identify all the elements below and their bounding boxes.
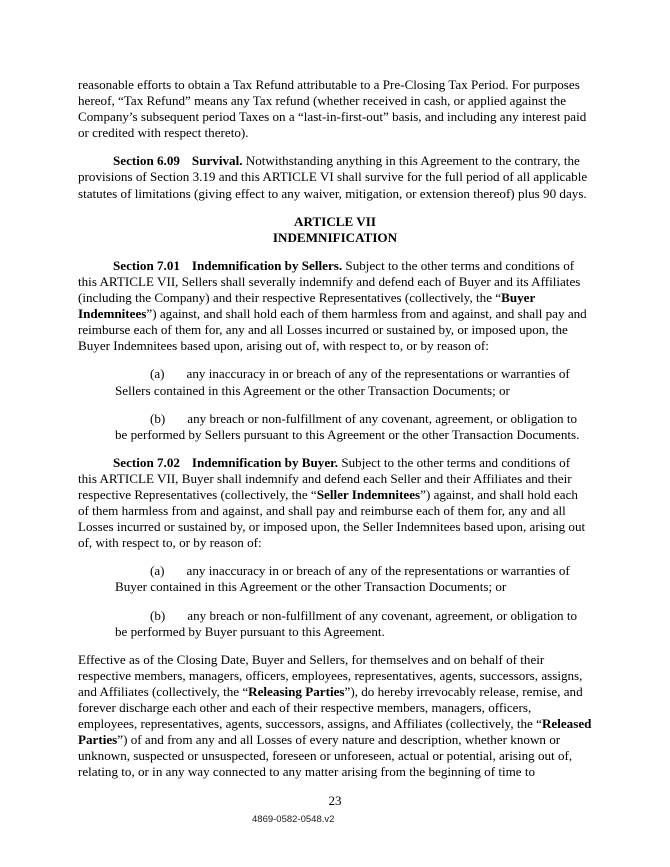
text-run: any breach or non-fulfillment of any covenant, agreement, or obligation to be performed by Sellers pursuant to this Agreement or the other Transaction Documents. [115,410,580,442]
text-run: (b) [150,607,166,623]
text-run: Subject to the other terms and conditions of this ARTICLE VII, Buyer shall indemnify and defend each Seller and their Affiliates and their respective Representatives (collectively, the “ [78,454,572,502]
bold-text-run: Indemnification by Buyer. [191,454,339,470]
text-run: any inaccuracy in or breach of any of the representations or warranties of Buyer contained in this Agreement or the other Transaction Documents; or [115,563,570,595]
document-id-stamp: 4869-0582-0548.v2 [252,814,335,825]
page-number: 23 [328,793,342,808]
text-run: (a) [150,563,165,579]
section-6-09-survival [78,153,592,201]
text-run: reasonable efforts to obtain a Tax Refund attributable to a Pre-Closing Tax Period. For purposes hereof, “Tax Refund” means any Tax refund (whether received in cash, or applied against the Company’s subsequent period Taxes on a “last-in-first-out” basis, and including any interest paid or credited with respect thereto). [78,77,587,141]
clause-7-01-b [115,411,592,443]
section-7-01-indemnification-by-sellers [78,258,592,355]
bold-text-run: Section 7.02 [113,454,180,470]
bold-text-run: ARTICLE VII [294,213,376,229]
text-run: (a) [150,366,165,382]
text-run: Subject to the other terms and conditions of this ARTICLE VII, Sellers shall severally indemnify and defend each of Buyer and its Affiliates (including the Company) and their respective Representatives (collectively, the “ [78,257,581,306]
bold-text-run: Section 6.09 [113,153,180,169]
bold-text-run: Seller Indemnitees [316,486,421,502]
text-run: ”) of and from any and all Losses of every nature and description, whether known or unknown, suspected or unsuspected, foreseen or unforeseen, actual or potential, arising out of, relating to, or in any way connected to any matter arising from the beginning of time to [78,732,573,780]
clause-7-02-b [115,608,592,640]
bold-text-run: Survival. [191,153,243,169]
text-run: ”), do hereby irrevocably release, remise, and forever discharge each other and each of their respective members, managers, officers, employees, representatives, agents, successors, assigns, and Affiliates (collectively, the “ [78,683,583,732]
document-body [78,77,592,792]
bold-text-run: Buyer Indemnitees [78,290,536,322]
text-run: Effective as of the Closing Date, Buyer and Sellers, for themselves and on behalf of their respective members, managers, officers, employees, representatives, agents, successors, assigns, and Affiliates (collectively, the “ [78,651,583,699]
section-7-02-indemnification-by-buyer [78,455,592,552]
bold-text-run: Section 7.01 [113,257,180,273]
text-run: ”) against, and shall hold each of them harmless from and against, and shall pay and reimburse each of them for, any and all Losses incurred or sustained by, or imposed upon, the Seller Indemnitees based upon, arising out of, with respect to, or by reason of: [78,486,586,551]
text-run: Notwithstanding anything in this Agreement to the contrary, the provisions of Section 3.19 and this ARTICLE VI shall survive for the full period of all applicable statutes of limitations (giving effect to any waiver, mitigation, or extension thereof) plus 90 days. [78,153,588,201]
text-run: ”) against, and shall hold each of them harmless from and against, and shall pay and reimburse each of them for, any and all Losses incurred or sustained by, or imposed upon, the Buyer Indemnitees based upon, arising out of, with respect to, or by reason of: [78,306,587,354]
text-run: (b) [150,410,166,426]
paragraph-tax-refund-continuation [78,77,592,141]
clause-7-02-a [115,563,592,595]
bold-text-run: INDEMNIFICATION [272,229,398,245]
bold-text-run: Indemnification by Sellers. [191,257,343,273]
release-paragraph [78,652,592,781]
bold-text-run: Released Parties [78,716,592,748]
bold-text-run: Releasing Parties [248,683,345,699]
text-run: any inaccuracy in or breach of any of the representations or warranties of Sellers contained in this Agreement or the other Transaction Documents; or [115,366,570,398]
article-vii-heading [78,214,592,246]
text-run: any breach or non-fulfillment of any covenant, agreement, or obligation to be performed by Buyer pursuant to this Agreement. [115,607,578,639]
clause-7-01-a [115,366,592,398]
